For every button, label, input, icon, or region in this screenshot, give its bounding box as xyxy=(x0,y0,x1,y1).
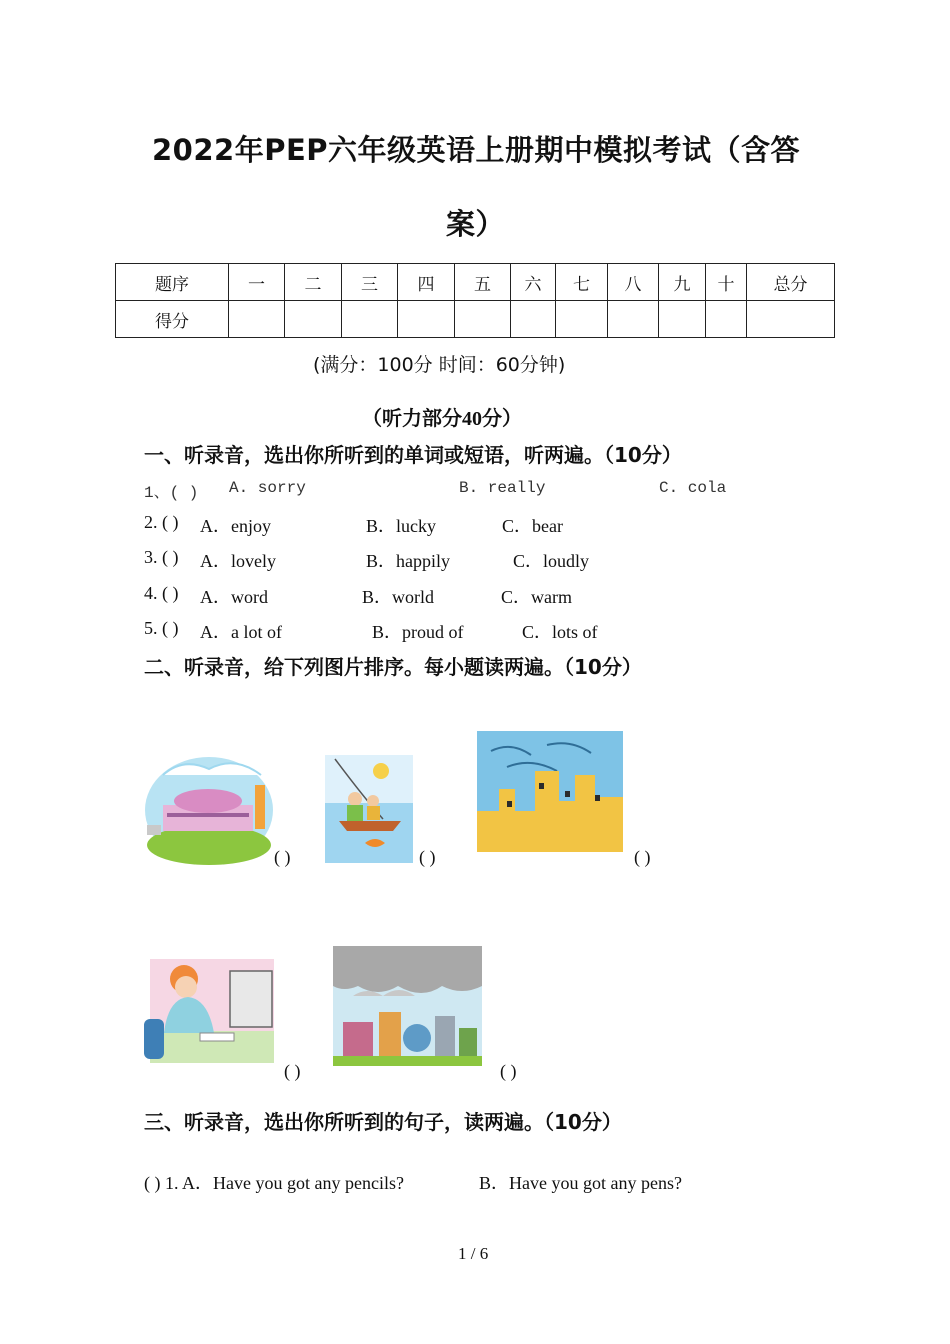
score-table-header-row xyxy=(116,264,835,301)
section3-q1-option-a: ( ) 1. A．Have you got any pencils? xyxy=(144,1173,404,1193)
score-cell xyxy=(706,301,747,338)
q1-option-a: A. sorry xyxy=(229,479,306,497)
picture4-answer-blank[interactable]: ( ) xyxy=(284,1061,301,1081)
picture3-answer-blank[interactable]: ( ) xyxy=(634,847,651,867)
table-cell: 得分 xyxy=(116,301,229,338)
q2-option-a: A．enjoy xyxy=(200,516,271,536)
picture5-answer-blank[interactable]: ( ) xyxy=(500,1061,517,1081)
q4-number: 4. ( ) xyxy=(144,583,179,603)
q5-number: 5. ( ) xyxy=(144,618,179,638)
table-cell: 十 xyxy=(706,264,747,301)
q2-number: 2. ( ) xyxy=(144,512,179,532)
listening-part-label: （听力部分40分） xyxy=(362,408,522,430)
score-cell xyxy=(511,301,556,338)
score-cell xyxy=(659,301,706,338)
table-cell: 总分 xyxy=(747,264,835,301)
score-cell xyxy=(285,301,342,338)
score-cell xyxy=(455,301,511,338)
score-cell xyxy=(229,301,285,338)
table-cell: 七 xyxy=(556,264,608,301)
q2-option-c: C．bear xyxy=(502,516,563,536)
score-cell xyxy=(342,301,398,338)
section1-heading: 一、听录音，选出你所听到的单词或短语，听两遍。（10分） xyxy=(144,443,682,467)
table-cell: 二 xyxy=(285,264,342,301)
q3-option-b: B．happily xyxy=(366,551,450,571)
fishing-picture xyxy=(325,755,413,863)
q5-option-b: B．proud of xyxy=(372,622,464,642)
q4-option-b: B．world xyxy=(362,587,434,607)
stadium-picture xyxy=(143,755,275,865)
table-cell: 八 xyxy=(608,264,659,301)
page-title-continued: 案） xyxy=(446,207,506,241)
table-cell: 九 xyxy=(659,264,706,301)
score-cell xyxy=(747,301,835,338)
q4-option-c: C．warm xyxy=(501,587,572,607)
picture1-answer-blank[interactable]: ( ) xyxy=(274,847,291,867)
table-cell: 一 xyxy=(229,264,285,301)
q3-option-c: C．loudly xyxy=(513,551,590,571)
q3-number: 3. ( ) xyxy=(144,547,179,567)
q1-option-c: C. cola xyxy=(659,479,727,497)
full-marks-note: (满分：100分 时间：60分钟) xyxy=(313,354,566,376)
table-cell: 题序 xyxy=(116,264,229,301)
table-cell: 四 xyxy=(398,264,455,301)
score-cell xyxy=(608,301,659,338)
q5-option-a: A．a lot of xyxy=(200,622,282,642)
q1-number: 1、( ) xyxy=(144,484,199,502)
score-cell xyxy=(556,301,608,338)
polluted-city-picture xyxy=(333,946,482,1066)
picture2-answer-blank[interactable]: ( ) xyxy=(419,847,436,867)
q5-option-c: C．lots of xyxy=(522,622,598,642)
section3-q1-option-b: B．Have you got any pens? xyxy=(479,1173,682,1193)
table-cell: 三 xyxy=(342,264,398,301)
computer-user-picture xyxy=(144,955,276,1067)
q2-option-b: B．lucky xyxy=(366,516,436,536)
q4-option-a: A．word xyxy=(200,587,268,607)
page-number: 1 / 6 xyxy=(458,1244,489,1263)
score-cell xyxy=(398,301,455,338)
q1-option-b: B. really xyxy=(459,479,546,497)
section2-heading: 二、听录音，给下列图片排序。每小题读两遍。（10分） xyxy=(144,655,642,679)
page-title: 2022年PEP六年级英语上册期中模拟考试（含答 xyxy=(152,133,801,167)
q3-option-a: A．lovely xyxy=(200,551,276,571)
windy-city-picture xyxy=(477,731,623,852)
score-table xyxy=(115,263,835,338)
table-cell: 五 xyxy=(455,264,511,301)
table-cell: 六 xyxy=(511,264,556,301)
section3-heading: 三、听录音，选出你所听到的句子，读两遍。（10分） xyxy=(144,1110,622,1134)
score-table-score-row xyxy=(116,301,835,338)
